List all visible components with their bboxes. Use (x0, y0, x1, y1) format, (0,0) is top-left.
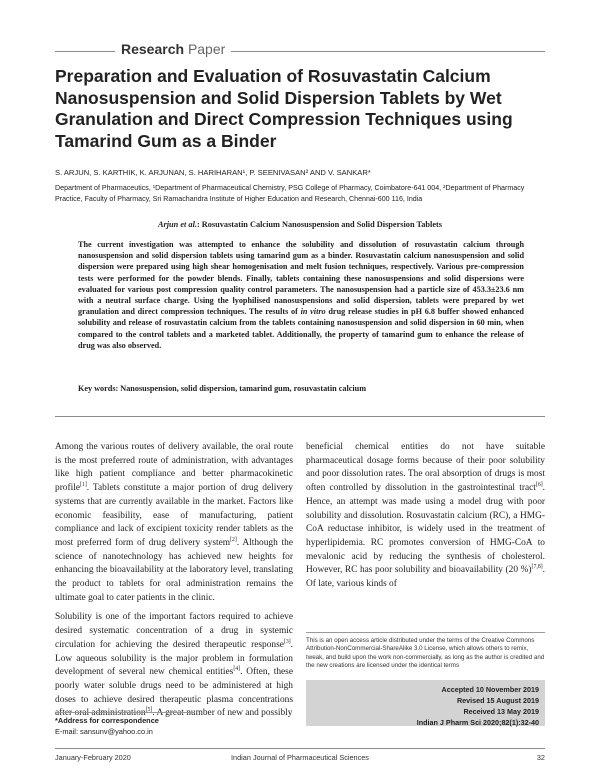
affiliations: Department of Pharmaceutics, ¹Department of Pharmaceutical Chemistry, PSG College of Pharmacy, Coimbatore-641 004, ²Department of Pharmacy Practice, Faculty of Pharmacy, Sri Ramachandra Institute of Higher Education and Research, Chennai-600 116, India (55, 184, 525, 203)
article-dates-box (306, 680, 545, 726)
author-list: S. ARJUN, S. KARTHIK, K. ARJUNAN, S. HARIHARAN¹, P. SEENIVASAN² AND V. SANKAR* (55, 168, 371, 177)
body-column-right (306, 441, 545, 598)
citation-link[interactable]: [1] (80, 481, 87, 488)
received-date: Received 13 May 2019 (463, 707, 539, 716)
keywords: Key words: Nanosuspension, solid dispersion, tamarind gum, rosuvastatin calcium (78, 384, 367, 393)
paragraph-solubility: Solubility is one of the important factors required to achieve desired systematic concentration of a drug in systemic circulation for achieving the desired therapeutic response[3]. Low aqueous solubility is the major problem in formulation development of several new chemical entities[4]. Often, these poorly water soluble drugs need to be administered at high doses to achieve desired therapeutic plasma concentrations after oral administration[5]. A great number of new and possibly (55, 612, 293, 719)
citation-link[interactable]: [4] (233, 666, 241, 673)
license-note: This is an open access article distributed under the terms of the Creative Commons Attribution-NonCommercial-ShareAlike 3.0 License, which allows others to remix, tweak, and build upon the work non-commercially, as long as the author is credited and the new creations are licensed under the identical terms (306, 632, 545, 671)
citation-link[interactable]: [5] (145, 707, 153, 714)
paper-title: Preparation and Evaluation of Rosuvastatin Calcium Nanosuspension and Solid Dispersion Tablets by Wet Granulation and Direct Compression Techniques using Tamarind Gum as a Binder (55, 66, 513, 151)
section-header (55, 40, 545, 60)
paragraph-intro: Among the various routes of delivery available, the oral route is the most preferred route of administration, with advantages like high patient compliance and better pharmacokinetic profile[1]. Tablets constitute a major portion of drug delivery systems that are currently available in the market. Factors like economic feasibility, ease of manufacturing, patient compliance and lack of excipient toxicity render tablets as the most preferred form of drug delivery system[2]. Although the science of nanotechnology has achieved new heights for enhancing the bioavailability at the laboratory level, translating the product to tablets for oral administration remains the ultimate goal to cater patients in the clinic. (55, 442, 293, 603)
correspondence (55, 712, 195, 737)
abstract-divider (55, 416, 545, 417)
journal-name: Indian Journal of Pharmaceutical Sciences (231, 753, 369, 762)
article-type-label: Research Paper (115, 41, 231, 57)
body-column-left (55, 441, 293, 727)
journal-citation: Indian J Pharm Sci 2020;82(1):32-40 (416, 718, 539, 727)
page-number: 32 (536, 753, 545, 762)
citation-link[interactable]: [6] (535, 481, 543, 488)
correspondence-email[interactable]: E-mail: sansunv@yahoo.co.in (55, 726, 153, 736)
correspondence-heading: *Address for correspondence (55, 716, 159, 725)
page-footer (55, 748, 545, 764)
revised-date: Revised 15 August 2019 (456, 696, 539, 705)
citation-link[interactable]: [3] (283, 638, 291, 645)
running-title: Arjun et al.: Rosuvastatin Calcium Nanosuspension and Solid Dispersion Tablets (157, 220, 443, 229)
paragraph-continued: beneficial chemical entities do not have suitable pharmaceutical dosage forms because of their poor solubility and poor dissolution rates. The oral absorption of drugs is most often controlled by dissolution in the gastrointestinal tract[6]. Hence, an attempt was made using a model drug with poor solubility and dissolution. Rosuvastatin calcium (RC), a HMG-CoA reductase inhibitor, is widely used in the treatment of hyperlipidemia. RC promotes conversion of HMG-CoA to mevalonic acid by reducing the synthesis of cholesterol. However, RC has poor solubility and bioavailability (20 %)[7,8]. Of late, various kinds of (306, 442, 545, 590)
issue-date: January-February 2020 (55, 753, 131, 762)
citation-link[interactable]: [7,8] (531, 564, 543, 571)
citation-link[interactable]: [2] (230, 536, 237, 543)
accepted-date: Accepted 10 November 2019 (441, 685, 539, 694)
abstract: The current investigation was attempted to enhance the solubility and dissolution of rosuvastatin calcium through nanosuspension and solid dispersion tablets using tamarind gum as a binder. Rosuvastatin calcium nanosuspension and solid dispersion were prepared using high shear homogenisation and melt fusion techniques, respectively. Various pre-compression tests were performed for the powder blends. Finally, tablets containing these nanosuspensions and solid dispersions were evaluated for various post compression quality control parameters. The nanosuspension had a particle size of 453.3±23.6 nm with a neutral surface charge. Using the lyophilised nanosuspensions and solid dispersion, tablets were prepared by wet granulation and direct compression techniques. The results of in vitro drug release studies in pH 6.8 buffer showed enhanced solubility and release of rosuvastatin calcium from the tablets containing nanosuspension and solid dispersion in 60 min, when compared to the control tablets and a marketed tablet. Additionally, the property of tamarind gum to enhance the release of drug was also observed. (78, 240, 524, 350)
